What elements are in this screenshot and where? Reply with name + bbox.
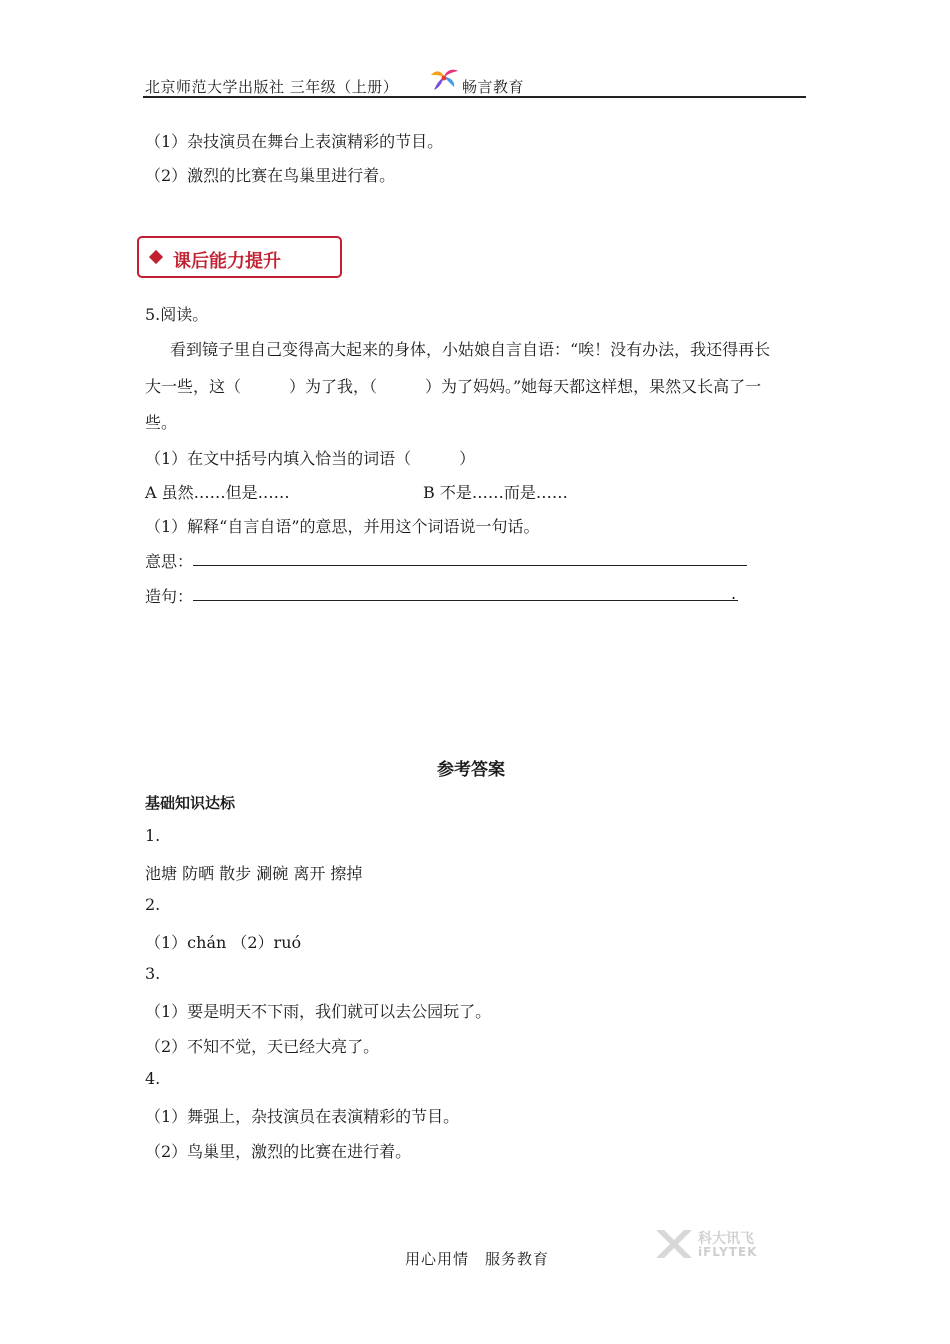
answers-section: 基础知识达标 xyxy=(145,794,236,812)
watermark-cn: 科大讯飞 xyxy=(698,1231,754,1247)
q5-heading: 5.阅读。 xyxy=(145,305,209,324)
answer-item: （1）chán （2）ruó xyxy=(145,933,302,952)
footer-slogan: 用心用情 服务教育 xyxy=(405,1250,550,1268)
meaning-answer-line[interactable] xyxy=(193,565,747,566)
q5-sub2: （1）解释“自言自语”的意思，并用这个词语说一句话。 xyxy=(145,517,540,536)
header-brand: 畅言教育 xyxy=(462,78,525,96)
answer-item: 池塘 防晒 散步 涮碗 离开 擦掉 xyxy=(145,864,363,883)
q5-sub1: （1）在文中括号内填入恰当的词语（ ） xyxy=(145,449,476,468)
q5-passage-line-3: 些。 xyxy=(145,413,178,432)
q5-option-b: B 不是……而是…… xyxy=(423,483,568,502)
iflytek-logo-icon xyxy=(654,1226,694,1262)
watermark-en: iFLYTEK xyxy=(698,1245,758,1259)
answer-item: 4. xyxy=(145,1069,161,1088)
meaning-label: 意思： xyxy=(145,552,194,571)
answer-item: 2. xyxy=(145,895,161,914)
brand-logo-icon xyxy=(428,67,460,93)
section-box-after-class xyxy=(137,236,342,278)
answer-item: 1. xyxy=(145,826,161,845)
answers-title: 参考答案 xyxy=(437,760,505,780)
q5-option-a: A 虽然……但是…… xyxy=(145,483,290,502)
q4-line-1: （1）杂技演员在舞台上表演精彩的节目。 xyxy=(145,132,444,151)
answer-item: （1）舞强上，杂技演员在表演精彩的节目。 xyxy=(145,1107,460,1126)
answer-item: （2）鸟巢里，激烈的比赛在进行着。 xyxy=(145,1142,412,1161)
q5-passage-line-2: 大一些，这（ ）为了我，（ ）为了妈妈。”她每天都这样想，果然又长高了一 xyxy=(145,377,762,396)
sentence-label: 造句： xyxy=(145,587,194,606)
sentence-answer-line[interactable] xyxy=(193,600,738,601)
answer-item: （1）要是明天不下雨，我们就可以去公园玩了。 xyxy=(145,1002,492,1021)
header-divider xyxy=(143,96,806,98)
answer-item: 3. xyxy=(145,964,161,983)
sentence-end-dot: . xyxy=(731,584,737,603)
q4-line-2: （2）激烈的比赛在鸟巢里进行着。 xyxy=(145,166,396,185)
q5-passage-line-1: 看到镜子里自己变得高大起来的身体，小姑娘自言自语：“唉！没有办法，我还得再长 xyxy=(170,340,771,359)
answer-item: （2）不知不觉，天已经大亮了。 xyxy=(145,1037,380,1056)
section-title: 课后能力提升 xyxy=(173,251,281,272)
diamond-icon xyxy=(149,250,163,264)
header-publisher: 北京师范大学出版社 三年级（上册） xyxy=(145,78,399,96)
